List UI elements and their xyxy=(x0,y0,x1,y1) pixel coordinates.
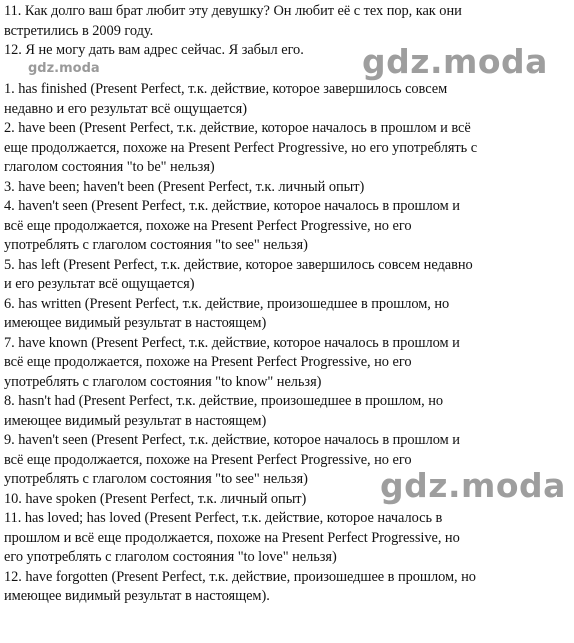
answer-line: 12. have forgotten (Present Perfect, т.к. действие, произошедшее в прошлом, но xyxy=(4,568,476,585)
answer-line: прошлом и всё еще продолжается, похоже на Present Perfect Progressive, но xyxy=(4,529,460,546)
text-line: встретились в 2009 году. xyxy=(4,22,154,39)
answer-line: глаголом состояния "to be" нельзя) xyxy=(4,159,215,175)
answer-line: всё еще продолжается, похоже на Present Perfect Progressive, но его xyxy=(4,451,412,468)
watermark-large-top: gdz.moda xyxy=(362,42,548,81)
answer-line: 5. has left (Present Perfect, т.к. действие, которое завершилось совсем недавно xyxy=(4,256,473,273)
answer-line: имеющее видимый результат в настоящем). xyxy=(4,588,270,604)
answer-line: всё еще продолжается, похоже на Present Perfect Progressive, но его xyxy=(4,217,412,234)
document-text xyxy=(4,2,570,607)
answer-line: 7. have known (Present Perfect, т.к. действие, которое началось в прошлом и xyxy=(4,334,460,351)
answer-line: 1. has finished (Present Perfect, т.к. действие, которое завершилось совсем xyxy=(4,81,448,97)
answer-line: и его результат всё ощущается) xyxy=(4,276,195,292)
answer-line: 3. have been; haven't been (Present Perfect, т.к. личный опыт) xyxy=(4,178,365,195)
answer-line: всё еще продолжается, похоже на Present Perfect Progressive, но его xyxy=(4,354,412,370)
answer-line: имеющее видимый результат в настоящем) xyxy=(4,315,267,331)
answer-line: имеющее видимый результат в настоящем) xyxy=(4,412,267,429)
answer-line: недавно и его результат всё ощущается) xyxy=(4,100,247,117)
answer-line: употреблять с глаголом состояния "to see" нельзя) xyxy=(4,471,308,487)
answer-line: 4. haven't seen (Present Perfect, т.к. действие, которое началось в прошлом и xyxy=(4,198,460,214)
answer-line: употреблять с глаголом состояния "to see" нельзя) xyxy=(4,237,308,253)
answer-line: 11. has loved; has loved (Present Perfect, т.к. действие, которое началось в xyxy=(4,510,443,526)
answer-line: 10. have spoken (Present Perfect, т.к. личный опыт) xyxy=(4,490,307,507)
watermark-small: gdz.moda xyxy=(28,61,100,76)
answer-line: 2. have been (Present Perfect, т.к. действие, которое началось в прошлом и всё xyxy=(4,120,471,136)
answer-line: еще продолжается, похоже на Present Perfect Progressive, но его употреблять с xyxy=(4,139,478,156)
answer-line: его употреблять с глаголом состояния "to love" нельзя) xyxy=(4,549,337,565)
answer-line: 8. hasn't had (Present Perfect, т.к. действие, произошедшее в прошлом, но xyxy=(4,393,444,409)
answer-line: употреблять с глаголом состояния "to know" нельзя) xyxy=(4,373,322,390)
text-line: 12. Я не могу дать вам адрес сейчас. Я забыл его. xyxy=(4,42,304,58)
answer-line: 6. has written (Present Perfect, т.к. действие, произошедшее в прошлом, но xyxy=(4,295,450,312)
answer-line: 9. haven't seen (Present Perfect, т.к. действие, которое началось в прошлом и xyxy=(4,432,460,448)
watermark-large-bottom: gdz.moda xyxy=(380,466,566,505)
text-line: 11. Как долго ваш брат любит эту девушку? Он любит её с тех пор, как они xyxy=(4,3,462,19)
